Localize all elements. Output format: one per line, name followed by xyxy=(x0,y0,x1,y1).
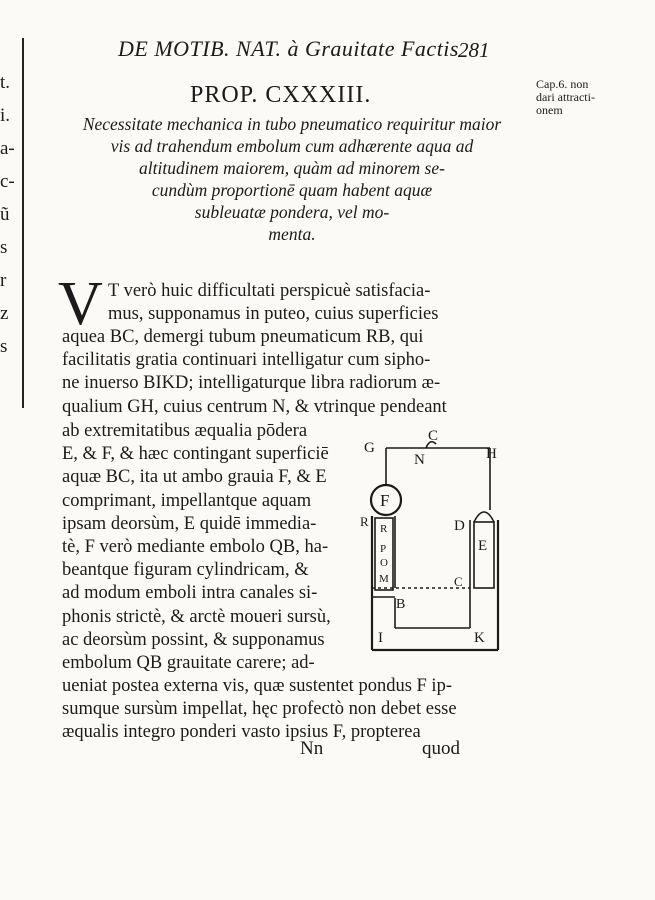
margin-fragment: c- xyxy=(0,171,15,192)
body-line: ab extremitatibus æqualia pōdera xyxy=(62,421,308,441)
piston-letter: O xyxy=(380,557,388,569)
label-c-top: C xyxy=(428,428,439,444)
body-text-top-dropcap xyxy=(108,280,438,326)
signature-mark: Nn xyxy=(300,738,324,759)
body-line: ipsam deorsùm, E quidē immedia- xyxy=(62,513,317,534)
body-line: ueniat postea externa vis, quæ sustentet pondus F ip- xyxy=(62,676,452,696)
body-line: sumque sursùm impellat, hęc profectò non debet esse xyxy=(62,699,457,720)
piston-letter: R xyxy=(380,523,388,535)
piston-letter: M xyxy=(379,573,389,585)
body-line: tè, F verò mediante embolo QB, ha- xyxy=(62,537,329,558)
statement-line: menta. xyxy=(268,224,316,244)
body-text-top xyxy=(62,326,518,419)
weight-e-cap xyxy=(474,512,494,522)
statement-line: cundùm proportionē quam habent aquæ xyxy=(151,180,433,200)
margin-fragment: s xyxy=(0,237,8,258)
body-line: qualium GH, cuius centrum N, & vtrinque pendeant xyxy=(62,396,447,417)
margin-fragment: s xyxy=(0,336,8,357)
body-line: ad modum emboli intra canales si- xyxy=(62,583,318,604)
body-line: mus, supponamus in puteo, cuius superficies xyxy=(108,304,439,325)
body-line: phonis strictè, & arctè moueri sursù, xyxy=(62,606,331,627)
body-line: ne inuerso BIKD; intelligaturque libra radiorum æ- xyxy=(62,373,441,394)
left-margin-fragment xyxy=(0,72,15,369)
body-line: comprimant, impellantque aquam xyxy=(62,490,312,511)
body-line: aquæ BC, ita ut ambo grauia F, & E xyxy=(62,467,327,488)
margin-fragment: t. xyxy=(0,72,11,93)
label-c: C xyxy=(454,574,463,589)
marginal-note-line: onem xyxy=(536,103,563,117)
label-i: I xyxy=(378,630,383,646)
label-e: E xyxy=(478,538,488,554)
piston-letter: P xyxy=(380,543,387,555)
running-header: DE MOTIB. NAT. à Grauitate Factis xyxy=(118,36,459,61)
label-f: F xyxy=(380,491,390,510)
page-edge-rule xyxy=(22,38,24,408)
statement-line: subleuatæ pondera, vel mo- xyxy=(194,202,390,222)
body-line: E, & F, & hæc contingant superficiē xyxy=(62,444,329,465)
proposition-statement xyxy=(62,113,522,245)
label-n: N xyxy=(414,452,425,468)
body-line: æqualis integro ponderi vasto ipsius F, propterea xyxy=(62,722,421,743)
body-line: T verò huic difficultati perspicuè satisfacia- xyxy=(108,281,431,301)
label-r: R xyxy=(360,514,369,529)
statement-line: altitudinem maiorem, quàm ad minorem se- xyxy=(139,158,445,178)
label-h: H xyxy=(486,446,497,462)
body-line: aquea BC, demergi tubum pneumaticum RB, qui xyxy=(62,327,424,347)
body-text-bottom xyxy=(62,675,518,745)
label-g: G xyxy=(364,440,375,456)
margin-fragment: a- xyxy=(0,138,15,159)
body-line: facilitatis gratia continuari intelligatur cum sipho- xyxy=(62,350,431,371)
statement-line: Necessitate mechanica in tubo pneumatico requiritur maior xyxy=(82,114,502,134)
margin-fragment: ũ xyxy=(0,204,10,225)
pump-diagram xyxy=(358,428,520,668)
weight-e xyxy=(474,522,494,588)
body-text-beside-figure xyxy=(62,420,358,675)
drop-cap: V xyxy=(58,270,103,338)
label-b: B xyxy=(396,597,406,612)
body-line: embolum QB grauitate carere; ad- xyxy=(62,653,315,674)
label-k: K xyxy=(474,630,485,646)
margin-fragment: z xyxy=(0,303,9,324)
body-line: ac deorsùm possint, & supponamus xyxy=(62,629,325,650)
marginal-note-line: dari attracti- xyxy=(536,90,595,104)
label-d: D xyxy=(454,518,465,534)
margin-fragment: r xyxy=(0,270,7,291)
statement-line: vis ad trahendum embolum cum adhærente aqua ad xyxy=(110,136,474,156)
proposition-title: PROP. CXXXIII. xyxy=(190,82,372,108)
margin-fragment: i. xyxy=(0,105,11,126)
catchword: quod xyxy=(422,738,460,759)
marginal-note xyxy=(536,78,616,117)
marginal-note-line: Cap.6. non xyxy=(536,77,589,91)
body-line: beantque figuram cylindricam, & xyxy=(62,560,309,581)
page-number: 281 xyxy=(458,38,490,62)
